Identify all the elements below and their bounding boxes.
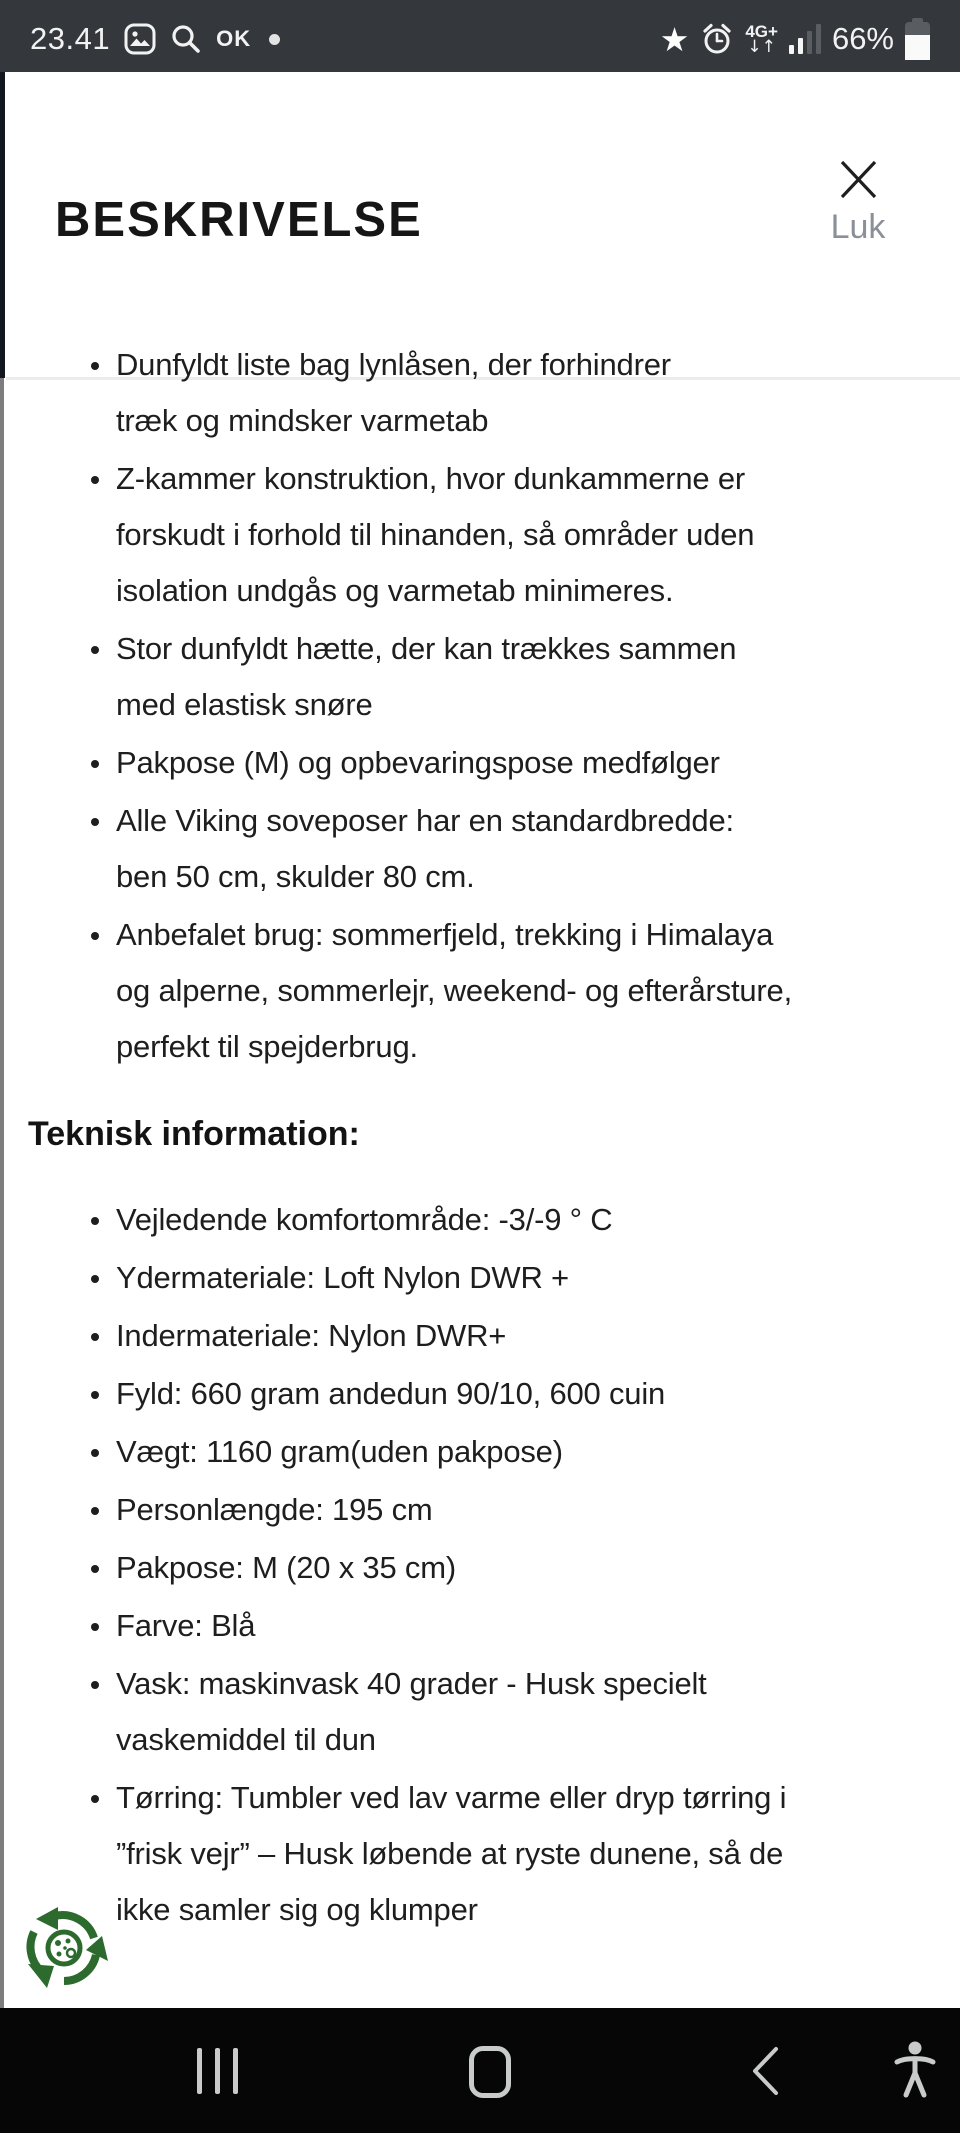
bullet-line: vaskemiddel til dun (116, 1722, 376, 1757)
close-label: Luk (830, 208, 886, 246)
bullet-item (90, 907, 946, 1075)
star-icon: ★ (659, 19, 690, 59)
modal-title: BESKRIVELSE (55, 193, 423, 247)
status-bar (0, 0, 960, 72)
bullet-item (90, 793, 946, 905)
back-icon (748, 2046, 780, 2096)
bullet-line: ben 50 cm, skulder 80 cm. (116, 859, 475, 894)
battery-percent: 66% (831, 21, 894, 56)
gallery-icon (124, 23, 156, 55)
alarm-clock-icon (700, 22, 734, 56)
bullet-item (90, 1424, 946, 1480)
bullet-item (90, 1656, 946, 1768)
bullet-line: Stor dunfyldt hætte, der kan trækkes sammen (116, 631, 737, 666)
bullet-item (90, 1482, 946, 1538)
recents-button[interactable] (197, 2048, 238, 2094)
tech-heading: Teknisk information: (28, 1115, 360, 1153)
modal-scroll-area[interactable] (6, 347, 960, 2008)
bullet-line: ikke samler sig og klumper (116, 1892, 478, 1927)
bullet-line: Pakpose (M) og opbevaringspose medfølger (116, 745, 720, 780)
bullet-line: Ydermateriale: Loft Nylon DWR + (116, 1260, 569, 1295)
bullet-item (90, 1598, 946, 1654)
bullet-line: Anbefalet brug: sommerfjeld, trekking i Himalaya (116, 917, 774, 952)
ok-badge: OK (216, 26, 252, 51)
bullet-item (90, 1250, 946, 1306)
bullet-line: Fyld: 660 gram andedun 90/10, 600 cuin (116, 1376, 666, 1411)
bullet-line: Personlængde: 195 cm (116, 1492, 433, 1527)
tech-list (6, 1192, 960, 1938)
bullet-item (90, 337, 946, 449)
bullet-line: Dunfyldt liste bag lynlåsen, der forhindrer (116, 347, 671, 382)
backdrop-gray-sliver (0, 378, 4, 2008)
cookie-icon (14, 1898, 114, 1998)
bullet-item (90, 451, 946, 619)
bullet-line: isolation undgås og varmetab minimeres. (116, 573, 674, 608)
bullet-line: Vejledende komfortområde: -3/-9 ° C (116, 1202, 613, 1237)
bullet-line: Indermateriale: Nylon DWR+ (116, 1318, 507, 1353)
search-icon (170, 23, 202, 55)
notification-dot-icon (269, 34, 280, 45)
bullet-line: og alperne, sommerlejr, weekend- og efterårsture, (116, 973, 792, 1008)
backdrop-dark-sliver (0, 72, 5, 378)
bullet-line: perfekt til spejderbrug. (116, 1029, 418, 1064)
bullet-item (90, 1308, 946, 1364)
bullet-line: træk og mindsker varmetab (116, 403, 489, 438)
android-nav-bar (0, 2008, 960, 2133)
bullet-line: ”frisk vejr” – Husk løbende at ryste dunene, så de (116, 1836, 784, 1871)
bullet-line: Farve: Blå (116, 1608, 256, 1643)
bullet-line: Vask: maskinvask 40 grader - Husk specielt (116, 1666, 707, 1701)
bullet-line: Alle Viking soveposer har en standardbredde: (116, 803, 734, 838)
4g-plus-icon (745, 23, 778, 56)
network-label: 4G+ (745, 21, 778, 41)
feature-list (6, 337, 960, 1075)
battery-icon (905, 18, 930, 60)
bullet-line: med elastisk snøre (116, 687, 373, 722)
signal-bars-icon (789, 24, 821, 54)
bullet-line: Vægt: 1160 gram(uden pakpose) (116, 1434, 563, 1469)
close-icon (835, 156, 881, 202)
status-bar-right (660, 18, 930, 60)
bullet-line: Z-kammer konstruktion, hvor dunkammerne er (116, 461, 746, 496)
accessibility-icon (893, 2040, 937, 2100)
status-bar-left (30, 21, 280, 57)
status-time: 23.41 (30, 21, 111, 56)
close-button[interactable] (802, 156, 914, 247)
home-button[interactable] (469, 2046, 511, 2098)
cookie-consent-button[interactable] (14, 1898, 114, 1998)
scroll-content (6, 337, 960, 1938)
network-arrows: ↓↑ (747, 36, 776, 57)
bullet-line: forskudt i forhold til hinanden, så områder uden (116, 517, 755, 552)
bullet-item (90, 735, 946, 791)
back-button[interactable] (748, 2046, 780, 2101)
bullet-item (90, 1540, 946, 1596)
bullet-line: Tørring: Tumbler ved lav varme eller dryp tørring i (116, 1780, 787, 1815)
bullet-item (90, 1192, 946, 1248)
bullet-item (90, 621, 946, 733)
bullet-line: Pakpose: M (20 x 35 cm) (116, 1550, 456, 1585)
accessibility-button[interactable] (893, 2040, 937, 2105)
bullet-item (90, 1366, 946, 1422)
bullet-item (90, 1770, 946, 1938)
